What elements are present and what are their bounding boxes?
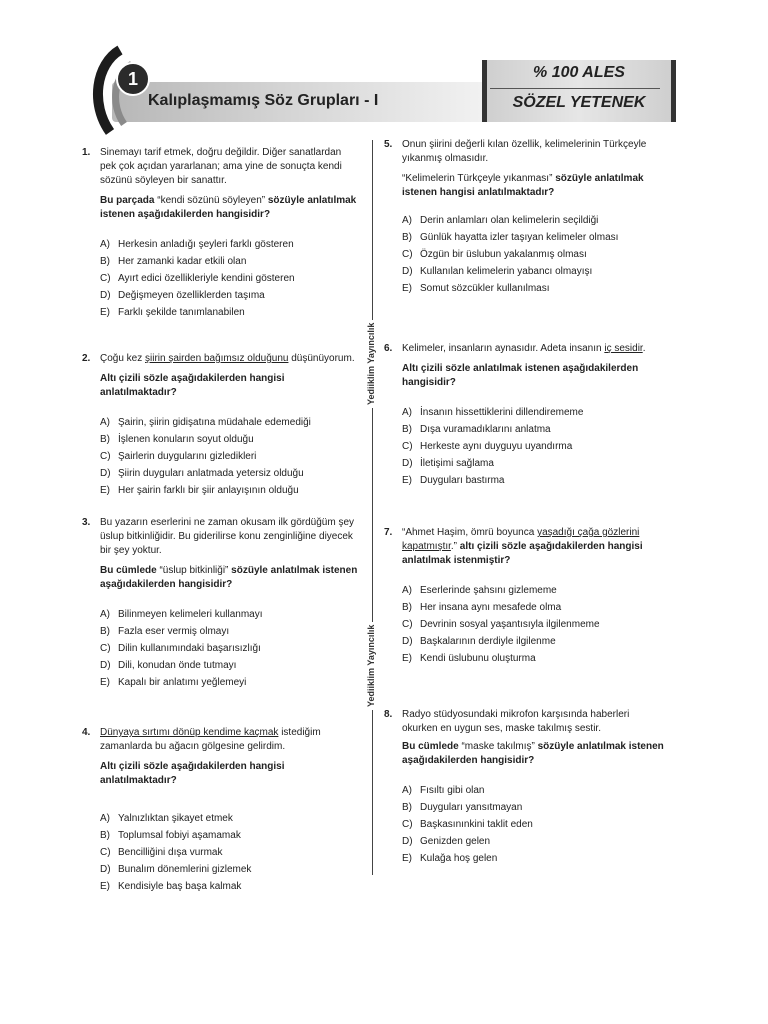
option-list: [402, 782, 666, 867]
question-number: 7.: [384, 527, 393, 538]
badge-bottom-text: SÖZEL YETENEK: [512, 94, 646, 111]
option-d[interactable]: D) Kullanılan kelimelerin yabancı olmayışı: [402, 266, 593, 277]
publisher-side-label: Yediiklim Yayıncılık: [366, 320, 376, 408]
option-e[interactable]: E) Her şairin farklı bir şiir anlayışının olduğu: [100, 485, 299, 496]
option-e[interactable]: E) Kapalı bir anlatımı yeğlemeyi: [100, 677, 247, 688]
option-a[interactable]: A) Eserlerinde şahsını gizlememe: [402, 585, 557, 596]
question-instruction: Bu cümlede “maske takılmış” sözüyle anlatılmak istenen aşağıdakilerden hangisidir?: [402, 741, 664, 766]
option-c[interactable]: C) Ayırt edici özellikleriyle kendini gösteren: [100, 273, 295, 284]
option-d[interactable]: D) İletişimi sağlama: [402, 458, 494, 469]
option-a[interactable]: A) Bilinmeyen kelimeleri kullanmayı: [100, 609, 263, 620]
option-d[interactable]: D) Bunalım dönemlerini gizlemek: [100, 864, 252, 875]
question-1: [82, 146, 360, 321]
option-a[interactable]: A) Yalnızlıktan şikayet etmek: [100, 813, 233, 824]
option-d[interactable]: D) Başkalarının derdiyle ilgilenme: [402, 636, 556, 647]
option-c[interactable]: C) Şairlerin duygularını gizledikleri: [100, 451, 257, 462]
option-e[interactable]: E) Farklı şekilde tanımlanabilen: [100, 307, 245, 318]
question-5: [384, 138, 666, 297]
column-divider: [372, 140, 373, 875]
question-number: 6.: [384, 343, 393, 354]
option-c[interactable]: C) Özgün bir üslubun yakalanmış olması: [402, 249, 587, 260]
question-stem: Kelimeler, insanların aynasıdır. Adeta insanın iç sesidir.: [402, 343, 646, 354]
question-2: [82, 352, 360, 499]
question-number: 5.: [384, 139, 393, 150]
option-list: [402, 212, 666, 297]
option-b[interactable]: B) İşlenen konuların soyut olduğu: [100, 434, 254, 445]
question-stem: Onun şiirini değerli kılan özellik, kelimelerinin Türkçeyle yıkanmış olmasıdır.: [402, 139, 647, 164]
question-stem: Sinemayı tarif etmek, doğru değildir. Diğer sanatlardan pek çok açıdan yararlanan; ama yine de sonuçta kendi sözünü söyleyen bir sanattır.: [100, 147, 342, 186]
question-instruction: Altı çizili sözle aşağıdakilerden hangisi anlatılmaktadır?: [100, 373, 285, 398]
option-a[interactable]: A) Şairin, şiirin gidişatına müdahale edemediği: [100, 417, 311, 428]
option-e[interactable]: E) Kendisiyle baş başa kalmak: [100, 881, 242, 892]
question-stem: “Ahmet Haşim, ömrü boyunca yaşadığı çağa gözlerini kapatmıştır.” altı çizili sözle aşağıdakilerden hangisi anlatılmak istenmiştir?: [402, 527, 643, 566]
option-e[interactable]: E) Kulağa hoş gelen: [402, 853, 498, 864]
badge-divider: [490, 88, 660, 89]
question-number: 3.: [82, 517, 91, 528]
option-b[interactable]: B) Toplumsal fobiyi aşamamak: [100, 830, 241, 841]
question-stem: Dünyaya sırtımı dönüp kendime kaçmak istediğim zamanlarda bu ağacın gölgesine gelirdim.: [100, 727, 321, 752]
question-4: [82, 726, 360, 895]
option-b[interactable]: B) Her zamanki kadar etkili olan: [100, 256, 247, 267]
page-title: Kalıplaşmamış Söz Grupları - I: [148, 92, 379, 109]
option-a[interactable]: A) Derin anlamları olan kelimelerin seçildiği: [402, 215, 599, 226]
option-d[interactable]: D) Şiirin duyguları anlatmada yetersiz olduğu: [100, 468, 304, 479]
option-e[interactable]: E) Kendi üslubunu oluşturma: [402, 653, 536, 664]
question-7: [384, 526, 666, 667]
option-list: [100, 810, 360, 895]
option-a[interactable]: A) Herkesin anladığı şeyleri farklı gösteren: [100, 239, 294, 250]
option-b[interactable]: B) Duyguları yansıtmayan: [402, 802, 523, 813]
option-c[interactable]: C) Başkasınınkini taklit eden: [402, 819, 533, 830]
unit-number-badge: 1: [116, 62, 150, 96]
question-instruction: Altı çizili sözle anlatılmak istenen aşağıdakilerden hangisidir?: [402, 363, 639, 388]
question-instruction: Bu parçada “kendi sözünü söyleyen” sözüyle anlatılmak istenen aşağıdakilerden hangisidir?: [100, 195, 357, 220]
option-b[interactable]: B) Her insana aynı mesafede olma: [402, 602, 562, 613]
option-b[interactable]: B) Günlük hayatta izler taşıyan kelimeler olması: [402, 232, 619, 243]
underlined-phrase: iç sesidir: [604, 343, 643, 354]
badge-top-text: % 100 ALES: [533, 64, 625, 81]
option-b[interactable]: B) Dışa vuramadıklarını anlatma: [402, 424, 551, 435]
question-stem: Bu yazarın eserlerini ne zaman okusam ilk gördüğüm şey üslup bitkinliğidir. Bu giderilirse konu zenginliğine diyecek bir şey yoktur.: [100, 517, 355, 556]
option-c[interactable]: C) Devrinin sosyal yaşantısıyla ilgilenmeme: [402, 619, 600, 630]
option-d[interactable]: D) Genizden gelen: [402, 836, 491, 847]
option-a[interactable]: A) İnsanın hissettiklerini dillendirememe: [402, 407, 584, 418]
option-list: [100, 236, 360, 321]
question-6: [384, 342, 666, 489]
underlined-phrase: şiirin şairden bağımsız olduğunu: [145, 353, 289, 364]
option-b[interactable]: B) Fazla eser vermiş olmayı: [100, 626, 230, 637]
option-c[interactable]: C) Herkeste aynı duyguyu uyandırma: [402, 441, 573, 452]
question-stem: Çoğu kez şiirin şairden bağımsız olduğunu düşünüyorum.: [100, 353, 355, 364]
question-stem: Radyo stüdyosundaki mikrofon karşısında haberleri okurken en uygun ses, maske takılmış sestir.: [402, 709, 630, 734]
option-list: [402, 582, 666, 667]
option-a[interactable]: A) Fısıltı gibi olan: [402, 785, 485, 796]
underlined-phrase: yaşadığı çağa gözlerini kapatmıştır: [402, 527, 640, 552]
option-d[interactable]: D) Değişmeyen özelliklerden taşıma: [100, 290, 265, 301]
underlined-phrase: Dünyaya sırtımı dönüp kendime kaçmak: [100, 727, 279, 738]
question-instruction: Altı çizili sözle aşağıdakilerden hangisi anlatılmaktadır?: [100, 761, 285, 786]
option-list: [100, 414, 360, 499]
option-d[interactable]: D) Dili, konudan önde tutmayı: [100, 660, 237, 671]
option-e[interactable]: E) Duyguları bastırma: [402, 475, 505, 486]
option-c[interactable]: C) Dilin kullanımındaki başarısızlığı: [100, 643, 261, 654]
question-number: 1.: [82, 147, 91, 158]
publisher-side-label: Yediiklim Yayıncılık: [366, 622, 376, 710]
option-list: [100, 606, 360, 691]
question-number: 8.: [384, 709, 393, 720]
option-c[interactable]: C) Bencilliğini dışa vurmak: [100, 847, 223, 858]
option-list: [402, 404, 666, 489]
question-instruction: “Kelimelerin Türkçeyle yıkanması” sözüyle anlatılmak istenen hangisi anlatılmaktadır?: [402, 173, 644, 198]
question-8: [384, 708, 666, 867]
question-3: [82, 516, 360, 691]
question-number: 4.: [82, 727, 91, 738]
question-instruction: Bu cümlede “üslup bitkinliği” sözüyle anlatılmak istenen aşağıdakilerden hangisidir?: [100, 565, 358, 590]
option-e[interactable]: E) Somut sözcükler kullanılması: [402, 283, 550, 294]
question-number: 2.: [82, 353, 91, 364]
